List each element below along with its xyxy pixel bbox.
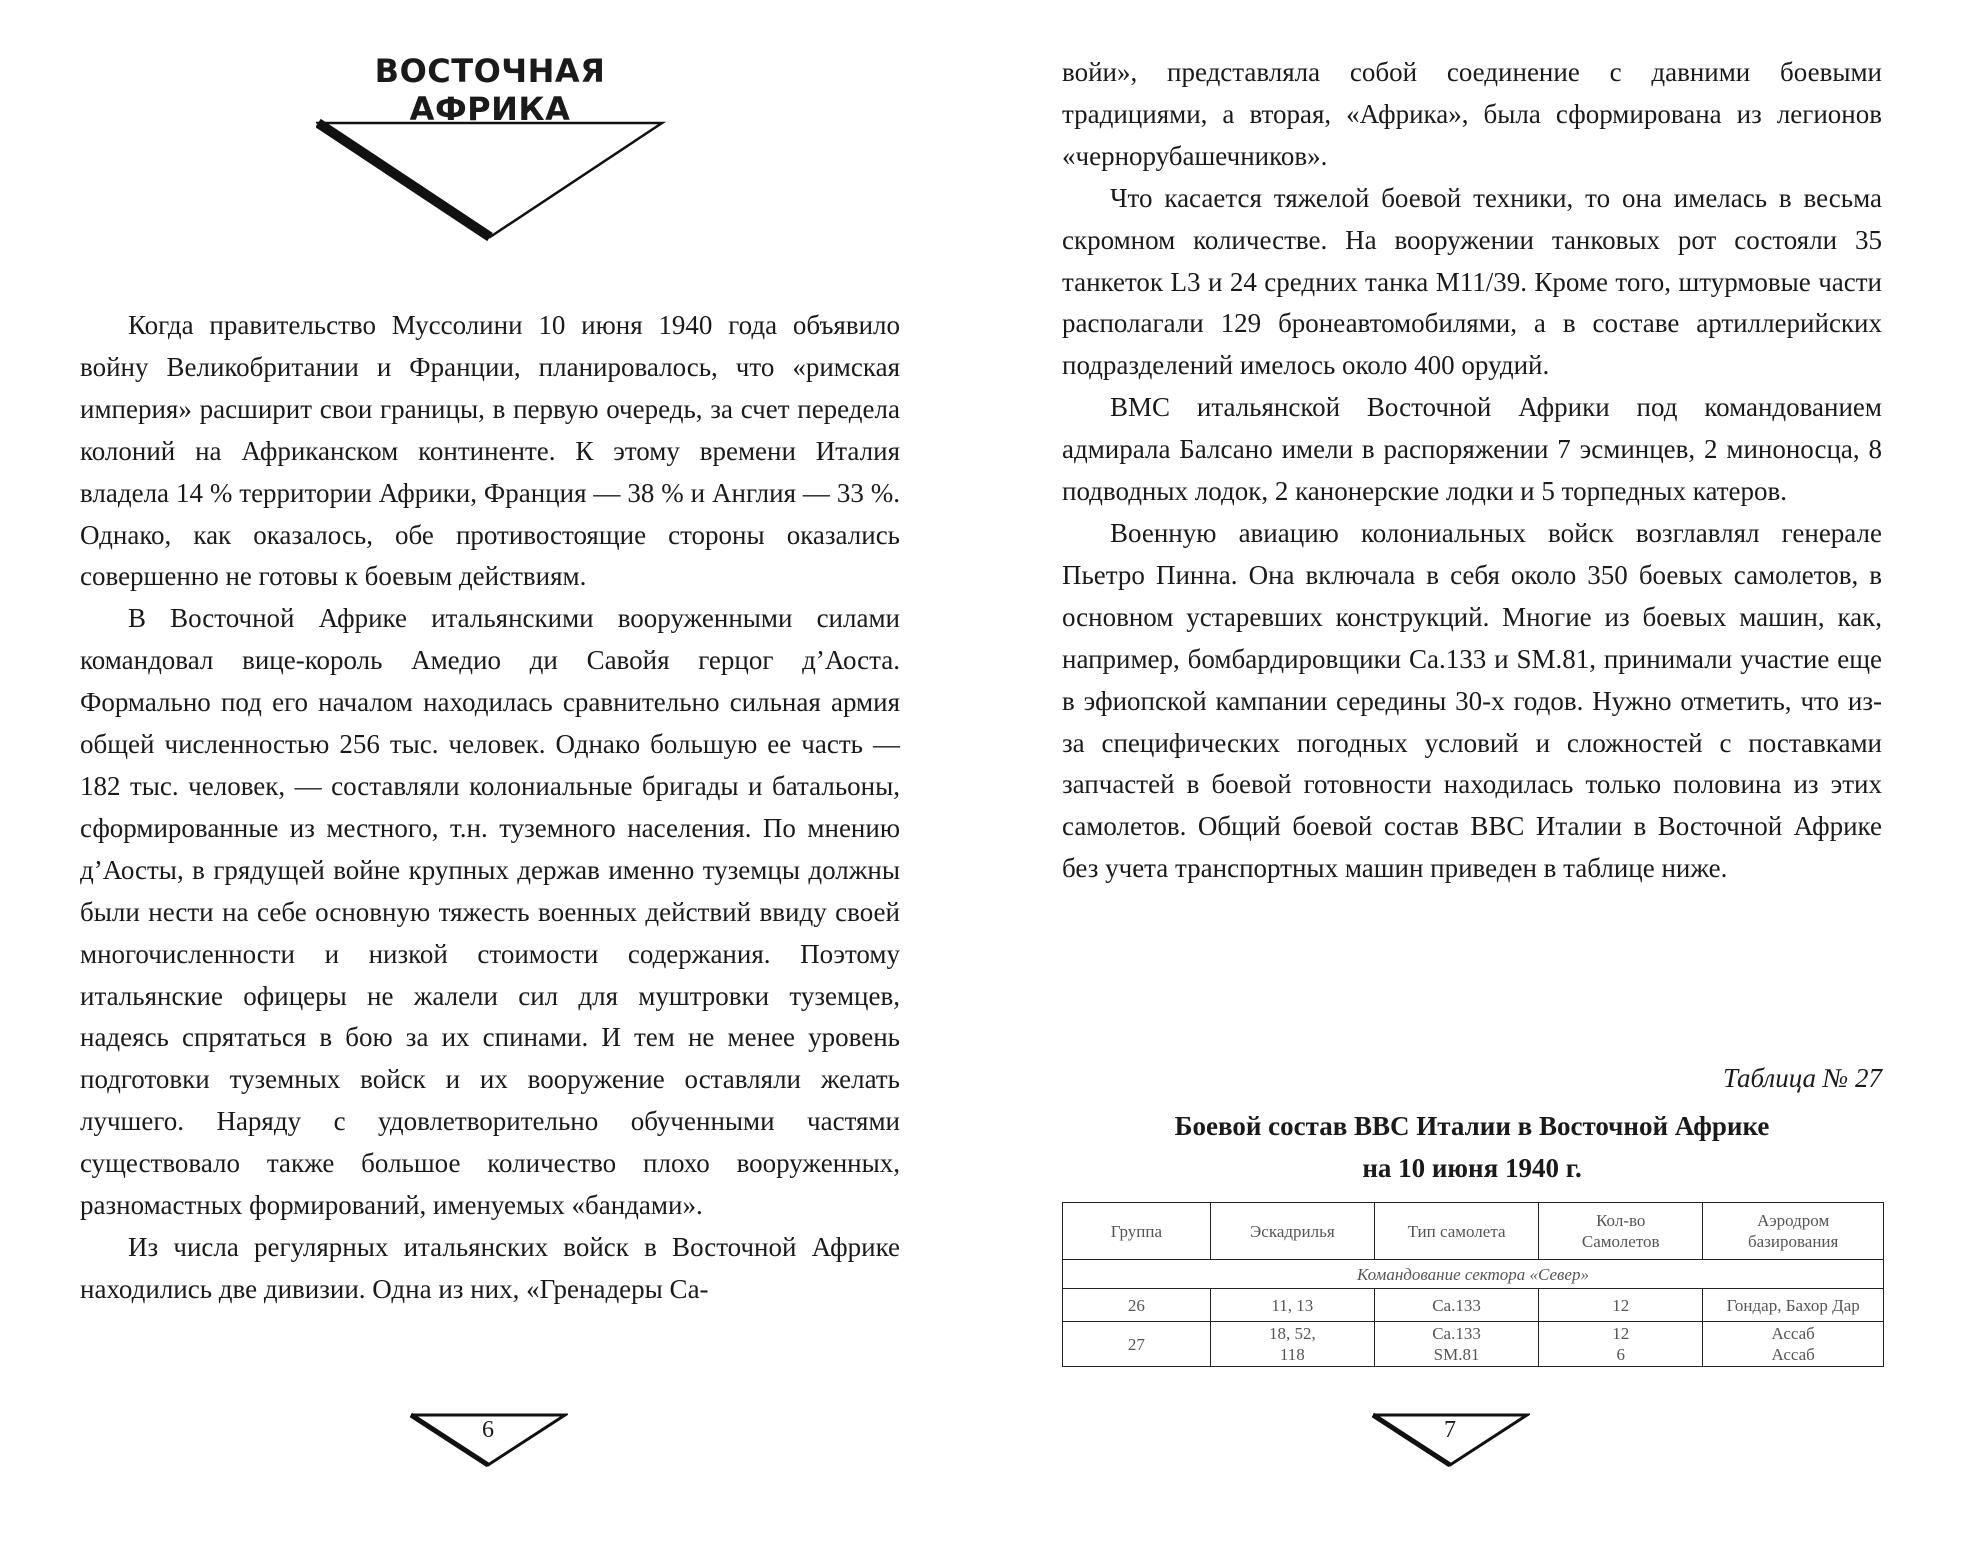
caption-line: Боевой состав ВВС Италии в Восточной Африке xyxy=(1174,1111,1770,1141)
section-label: Командование сектора «Север» xyxy=(1063,1260,1884,1289)
paragraph: Когда правительство Муссолини 10 июня 1940 года объявило войну Великобритании и Франции, планировалось, что «римская империя» расширит свои границы, в первую очередь, за счет передела колоний на Африканском континенте. К этому времени Италия владела 14 % территории Африки, Франция — 38 % и Англия — 33 %. Однако, как оказалось, обе противостоящие стороны оказались совершенно не готовы к боевым действиям. xyxy=(80,310,900,592)
cell-group: 27 xyxy=(1063,1322,1211,1367)
cell-count: 12 6 xyxy=(1539,1322,1703,1367)
air-force-table xyxy=(1062,1202,1884,1367)
chapter-title: ВОСТОЧНАЯ АФРИКА xyxy=(374,52,606,128)
table-header-row xyxy=(1063,1203,1884,1260)
page-number: 6 xyxy=(482,1417,494,1443)
title-triangle-ornament xyxy=(316,118,666,243)
left-body-text xyxy=(80,305,900,1311)
cell-airfield: Ассаб Ассаб xyxy=(1703,1322,1884,1367)
header-count: Кол-во Самолетов xyxy=(1539,1203,1703,1260)
cell-type: Ca.133 SM.81 xyxy=(1374,1322,1538,1367)
paragraph: Военную авиацию колониальных войск возглавлял генерале Пьетро Пинна. Она включала в себя около 350 боевых самолетов, в основном устаревших конструкций. Многие из боевых машин, как, например, бомбардировщики Ca.133 и SM.81, принимали участие еще в эфиопской кампании середины 30-х годов. Нужно отметить, что из-за специфических погодных условий и сложностей с поставками запчастей в боевой готовности находилась только половина из этих самолетов. Общий боевой состав ВВС Италии в Восточной Африке без учета транспортных машин приведен в таблице ниже. xyxy=(1062,517,1882,884)
header-group: Группа xyxy=(1063,1203,1211,1260)
table-row xyxy=(1063,1322,1884,1367)
table-caption xyxy=(1062,1105,1882,1189)
header-airfield: Аэродром базирования xyxy=(1703,1203,1884,1260)
header-aircraft-type: Тип самолета xyxy=(1374,1203,1538,1260)
paragraph: В Восточной Африке итальянскими вооруженными силами командовал вице-король Амедио ди Савойя герцог д’Аоста. Формально под его началом находилась сравнительно сильная армия общей численностью 256 тыс. человек. Однако большую ее часть — 182 тыс. человек, — составляли колониальные бригады и батальоны, сформированные из местного, т.н. туземного населения. По мнению д’Аосты, в грядущей войне крупных держав именно туземцы должны были нести на себе основную тяжесть военных действий ввиду своей многочисленности и низкой стоимости содержания. Поэтому итальянские офицеры не жалели сил для муштровки туземцев, надеясь спрятаться в бою за их спинами. И тем не менее уровень подготовки туземных войск и их вооружение оставляли желать лучшего. Наряду с удовлетворительно обученными частями существовало также большое количество плохо вооруженных, разномастных формирований, именуемых «бандами». xyxy=(80,603,900,1221)
cell-squadron: 18, 52, 118 xyxy=(1210,1322,1374,1367)
cell-airfield: Гондар, Бахор Дар xyxy=(1703,1289,1884,1322)
paragraph: Из числа регулярных итальянских войск в Восточной Африке находились две дивизии. Одна из них, «Гренадеры Са- xyxy=(80,1231,900,1304)
cell-count: 12 xyxy=(1539,1289,1703,1322)
cell-group: 26 xyxy=(1063,1289,1211,1322)
right-body-text xyxy=(1062,52,1882,890)
paragraph: ВМС итальянской Восточной Африки под командованием адмирала Балсано имели в распоряжении 7 эсминцев, 2 миноносца, 8 подводных лодок, 2 канонерские лодки и 5 торпедных катеров. xyxy=(1062,392,1882,507)
cell-type: Ca.133 xyxy=(1374,1289,1538,1322)
header-squadron: Эскадрилья xyxy=(1210,1203,1374,1260)
page-number: 7 xyxy=(1444,1417,1456,1443)
cell-squadron: 11, 13 xyxy=(1210,1289,1374,1322)
paragraph: Что касается тяжелой боевой техники, то она имелась в весьма скромном количестве. На вооружении танковых рот состояли 35 танкеток L3 и 24 средних танка M11/39. Кроме того, штурмовые части располагали 129 бронеавтомобилями, а в составе артиллерийских подразделений имелось около 400 орудий. xyxy=(1062,182,1882,381)
caption-line: на 10 июня 1940 г. xyxy=(1362,1153,1582,1183)
table-section-row xyxy=(1063,1260,1884,1289)
table-label: Таблица № 27 xyxy=(1722,1063,1882,1093)
table-row xyxy=(1063,1289,1884,1322)
paragraph-continuation: войи», представляла собой соединение с давними боевыми традициями, а вторая, «Африка», была сформирована из легионов «чернорубашечников». xyxy=(1062,57,1882,171)
